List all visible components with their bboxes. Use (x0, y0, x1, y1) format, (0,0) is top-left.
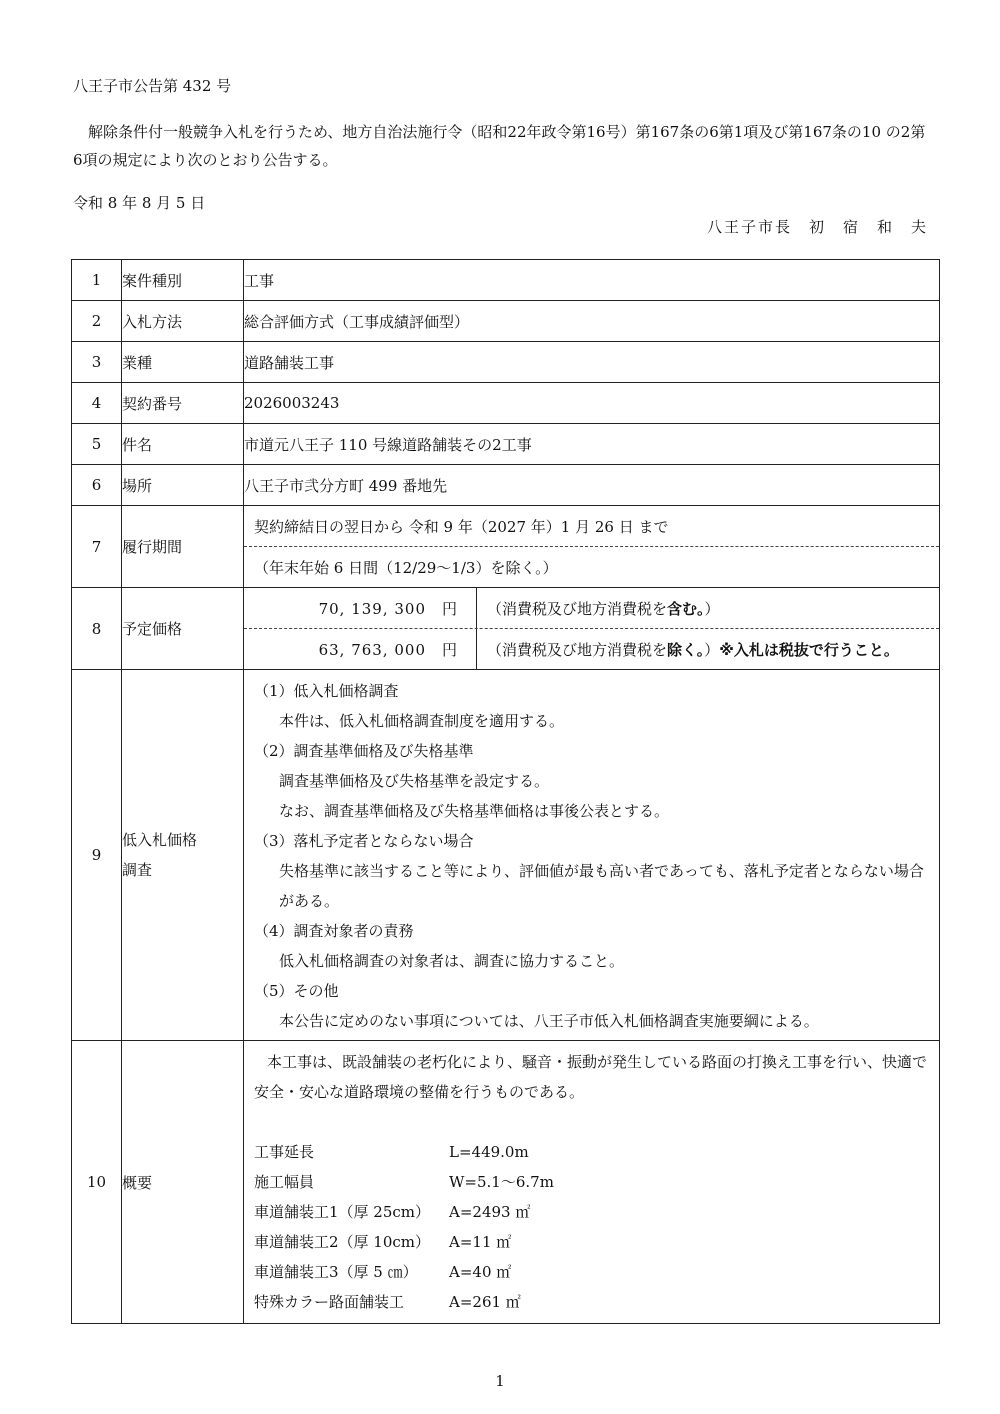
row-value: 道路舗装工事 (244, 342, 940, 383)
row-location (72, 465, 940, 506)
spec-key: 車道舗装工2（厚 10cm） (254, 1233, 431, 1251)
section-heading: （4）調査対象者の責務 (254, 922, 414, 940)
row-label: 入札方法 (122, 301, 244, 342)
row-number: 7 (72, 506, 122, 588)
page-number: 1 (495, 1372, 505, 1390)
spec-key: 車道舗装工3（厚 5 ㎝） (254, 1263, 418, 1281)
label-line: 低入札価格 (122, 831, 198, 849)
row-low-bid-investigation (72, 670, 940, 1041)
row-value (244, 670, 940, 1041)
price-note (477, 639, 899, 660)
spec-line (254, 1227, 931, 1257)
row-label: 案件種別 (122, 260, 244, 301)
section-heading: （5）その他 (254, 982, 339, 1000)
section-heading: （3）落札予定者とならない場合 (254, 832, 474, 850)
spec-line (254, 1167, 931, 1197)
row-case-type (72, 260, 940, 301)
spec-value: A=2493 ㎡ (449, 1203, 531, 1221)
spec-key: 特殊カラー路面舗装工 (254, 1293, 405, 1311)
row-bid-method (72, 301, 940, 342)
price-including-tax (244, 588, 939, 629)
section-heading: （2）調査基準価格及び失格基準 (254, 742, 474, 760)
spec-line (254, 1137, 931, 1167)
price-amount: 70, 139, 300 円 (244, 588, 477, 628)
row-value: 2026003243 (244, 383, 940, 424)
row-label: 履行期間 (122, 506, 244, 588)
row-industry (72, 342, 940, 383)
note-text: （消費税及び地方消費税を (487, 599, 668, 618)
spec-key: 工事延長 (254, 1143, 315, 1161)
note-text: （消費税及び地方消費税を (487, 640, 668, 659)
section-text: 低入札価格調査の対象者は、調査に協力すること。 (279, 952, 625, 970)
price-note (477, 598, 720, 619)
note-text: ） (704, 640, 720, 659)
row-label: 件名 (122, 424, 244, 465)
price-amount: 63, 763, 000 円 (244, 629, 477, 669)
row-number: 9 (72, 670, 122, 1041)
row-value: 総合評価方式（工事成績評価型） (244, 301, 940, 342)
row-number: 8 (72, 588, 122, 670)
row-contract-number (72, 383, 940, 424)
spec-line (254, 1197, 931, 1227)
section-text: 失格基準に該当すること等により、評価値が最も高い者であっても、落札予定者とならない場合がある。 (279, 862, 924, 910)
section-text: 本公告に定めのない事項については、八王子市低入札価格調査実施要綱による。 (279, 1012, 819, 1030)
row-number: 2 (72, 301, 122, 342)
row-number: 5 (72, 424, 122, 465)
preamble: 解除条件付一般競争入札を行うため、地方自治法施行令（昭和22年政令第16号）第167条の6第1項及び第167条の10 の2第6項の規定により次のとおり公告する。 (73, 123, 926, 169)
row-value (244, 506, 940, 588)
note-text: ） (704, 599, 720, 618)
spec-key: 車道舗装工1（厚 25cm） (254, 1203, 431, 1221)
section-text: 調査基準価格及び失格基準を設定する。 (279, 772, 550, 790)
row-number: 1 (72, 260, 122, 301)
label-line: 調査 (122, 861, 153, 879)
row-label: 概要 (122, 1041, 244, 1324)
note-emphasis: 除く。 (667, 640, 705, 659)
section-text: なお、調査基準価格及び失格基準価格は事後公表とする。 (279, 802, 670, 820)
overview-intro: 本工事は、既設舗装の老朽化により、騒音・振動が発生している路面の打換え工事を行い、快適で安全・安心な道路環境の整備を行うものである。 (254, 1053, 928, 1101)
spec-line (254, 1287, 931, 1317)
row-label: 場所 (122, 465, 244, 506)
section-heading: （1）低入札価格調査 (254, 682, 399, 700)
row-planned-price (72, 588, 940, 670)
row-value: 八王子市弐分方町 499 番地先 (244, 465, 940, 506)
note-emphasis: 含む。 (667, 599, 705, 618)
row-value: 市道元八王子 110 号線道路舗装その2工事 (244, 424, 940, 465)
row-performance-period (72, 506, 940, 588)
spec-value: L=449.0m (449, 1143, 529, 1161)
notice-date: 令和 8 年 8 月 5 日 (73, 194, 206, 212)
notice-number: 八王子市公告第 432 号 (73, 77, 232, 95)
notice-table (71, 259, 940, 1324)
row-label: 契約番号 (122, 383, 244, 424)
row-subject (72, 424, 940, 465)
spec-value: A=11 ㎡ (449, 1233, 512, 1251)
spec-value: A=261 ㎡ (449, 1293, 521, 1311)
row-value (244, 588, 940, 670)
row-label (122, 670, 244, 1041)
bid-tax-notice: ※入札は税抜で行うこと。 (719, 640, 899, 659)
spec-line (254, 1257, 931, 1287)
row-overview (72, 1041, 940, 1324)
section-text: 本件は、低入札価格調査制度を適用する。 (279, 712, 565, 730)
spec-key: 施工幅員 (254, 1173, 315, 1191)
row-value: 工事 (244, 260, 940, 301)
issuer: 八王子市長 初 宿 和 夫 (706, 218, 928, 236)
price-excluding-tax (244, 629, 939, 669)
row-number: 10 (72, 1041, 122, 1324)
row-number: 6 (72, 465, 122, 506)
period-line: 契約締結日の翌日から 令和 9 年（2027 年）1 月 26 日 まで (244, 506, 939, 547)
row-value (244, 1041, 940, 1324)
row-number: 4 (72, 383, 122, 424)
spec-value: A=40 ㎡ (449, 1263, 512, 1281)
period-exclusion: （年末年始 6 日間（12/29～1/3）を除く。） (254, 558, 558, 577)
row-number: 3 (72, 342, 122, 383)
spec-value: W=5.1～6.7m (449, 1173, 554, 1191)
row-label: 業種 (122, 342, 244, 383)
row-label: 予定価格 (122, 588, 244, 670)
